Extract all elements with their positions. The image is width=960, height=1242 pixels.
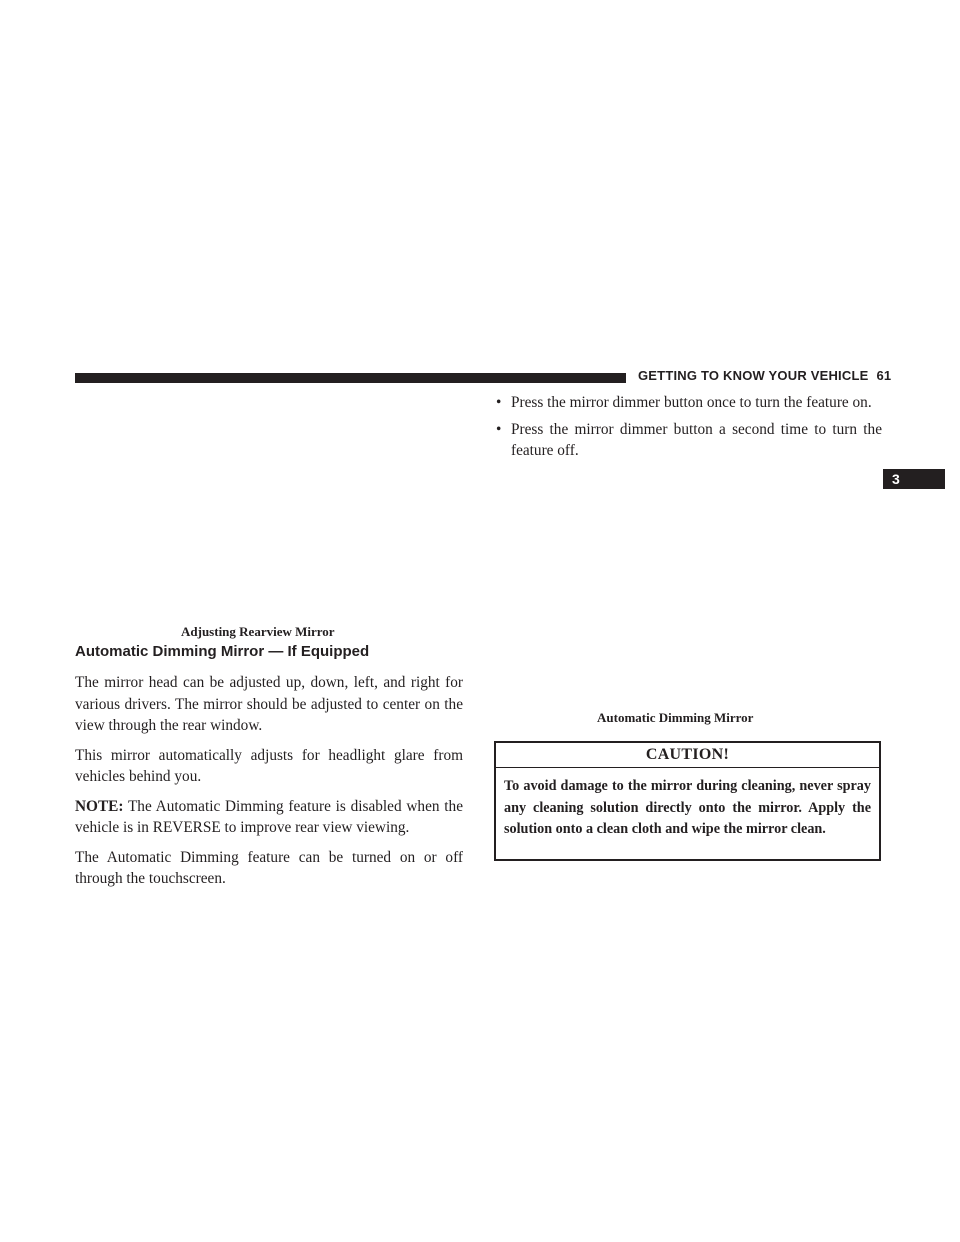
section-heading: Automatic Dimming Mirror — If Equipped [75, 643, 370, 660]
list-item [496, 419, 882, 462]
paragraph-auto-adjust: This mirror automatically adjusts for headlight glare from vehicles behind you. [75, 746, 463, 785]
right-column [496, 392, 882, 467]
section-title: GETTING TO KNOW YOUR VEHICLE [638, 368, 869, 383]
note-paragraph [75, 796, 463, 839]
figure-caption-adjusting-mirror: Adjusting Rearview Mirror [181, 624, 335, 639]
paragraph-touchscreen: The Automatic Dimming feature can be turned on or off through the touchscreen. [75, 848, 463, 887]
page-number: 61 [876, 368, 892, 383]
caution-body: To avoid damage to the mirror during cleaning, never spray any cleaning solution directly onto the mirror. Apply the solution onto a clean cloth and wipe the mirror clean. [504, 778, 871, 837]
bullet-text: Press the mirror dimmer button a second time to turn the feature off. [511, 420, 882, 459]
caution-box [494, 741, 881, 861]
list-item [496, 392, 882, 414]
running-header [638, 368, 891, 383]
figure-caption-auto-dimming: Automatic Dimming Mirror [597, 710, 754, 725]
bullet-text: Press the mirror dimmer button once to turn the feature on. [511, 394, 872, 411]
note-text: The Automatic Dimming feature is disabled when the vehicle is in REVERSE to improve rear view viewing. [75, 797, 463, 836]
caution-title: CAUTION! [496, 743, 879, 768]
bullet-icon: • [496, 420, 502, 438]
chapter-tab[interactable]: 3 [883, 469, 945, 489]
note-label: NOTE: [75, 797, 124, 815]
paragraph-adjust: The mirror head can be adjusted up, down, left, and right for various drivers. The mirror should be adjusted to center on the view through the rear window. [75, 674, 463, 734]
header-rule [75, 373, 626, 383]
bullet-icon: • [496, 394, 502, 411]
left-column [75, 643, 463, 898]
